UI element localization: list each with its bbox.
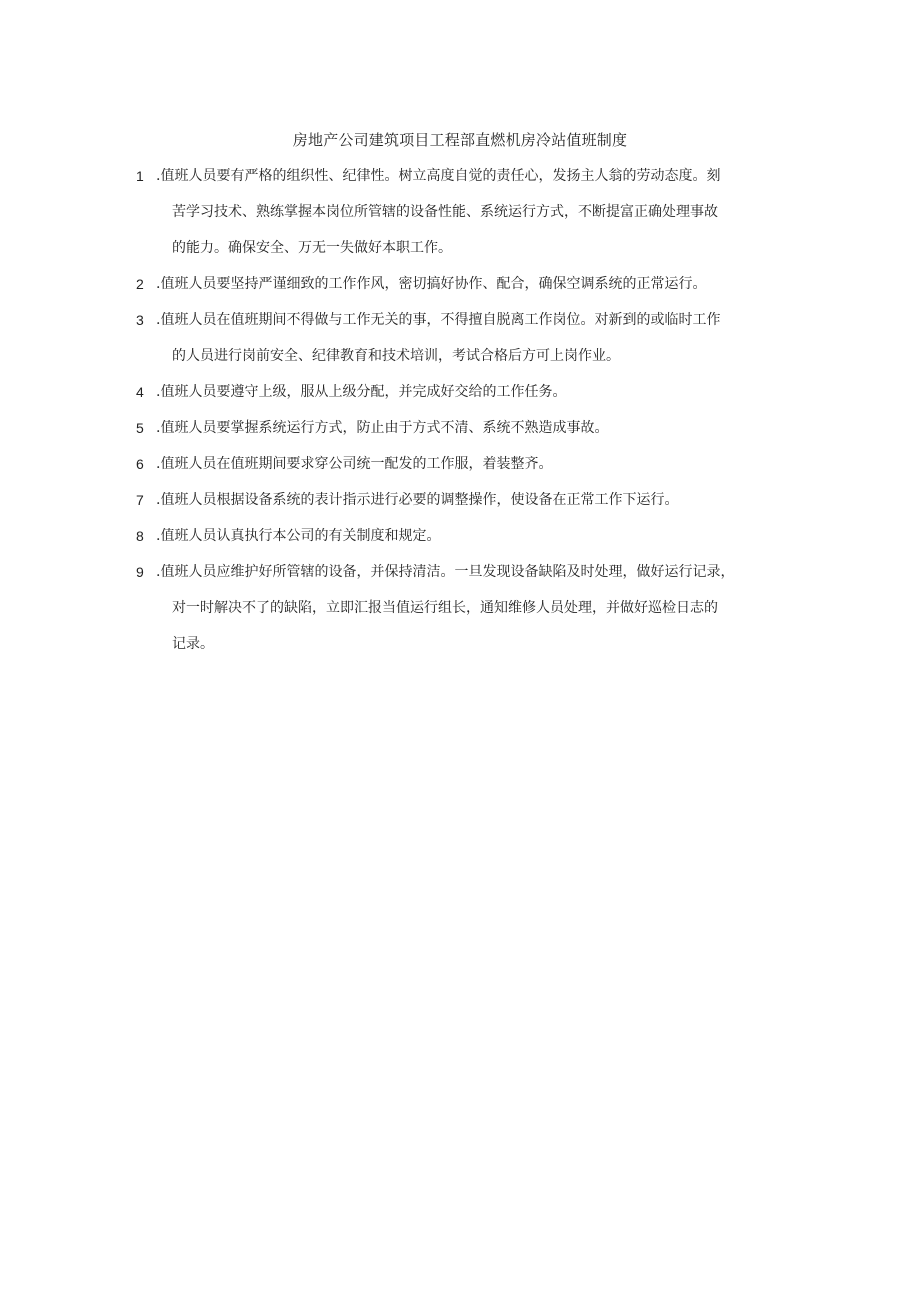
item-text-line: .值班人员要遵守上级，服从上级分配，并完成好交给的工作任务。 (156, 384, 567, 400)
item-number: 3 (136, 312, 144, 328)
list-item (136, 274, 796, 310)
list-item-continuation (136, 186, 796, 274)
item-number: 7 (136, 492, 144, 508)
item-text-line: .值班人员要掌握系统运行方式，防止由于方式不清、系统不熟造成事故。 (156, 420, 609, 436)
item-number: 8 (136, 528, 144, 544)
item-text-line: 的能力。确保安全、万无一失做好本职工作。 (172, 240, 452, 256)
document-title: 房地产公司建筑项目工程部直燃机房冷站值班制度 (292, 131, 628, 149)
item-number: 9 (136, 564, 144, 580)
item-text-line: .值班人员根据设备系统的表计指示进行必要的调整操作，使设备在正常工作下运行。 (156, 492, 679, 508)
list-item (136, 454, 796, 490)
list-item (136, 310, 796, 382)
list-item (136, 382, 796, 418)
item-number: 6 (136, 456, 144, 472)
item-number: 2 (136, 276, 144, 292)
item-number: 4 (136, 384, 144, 400)
item-number: 1 (136, 168, 144, 184)
list-item (136, 418, 796, 454)
item-text-line: .值班人员认真执行本公司的有关制度和规定。 (156, 528, 441, 544)
item-text-line: 苦学习技术、熟练掌握本岗位所管辖的设备性能、系统运行方式，不断提富正确处理事故 (172, 204, 718, 220)
list-item (136, 490, 796, 526)
item-text-line: 对一时解决不了的缺陷，立即汇报当值运行组长，通知维修人员处理，并做好巡检日志的 (172, 600, 718, 616)
item-text-line: .值班人员在值班期间不得做与工作无关的事，不得擅自脱离工作岗位。对新到的或临时工作 (156, 312, 721, 328)
item-text-line: 的人员进行岗前安全、纪律教育和技术培训，考试合格后方可上岗作业。 (172, 348, 620, 364)
item-number: 5 (136, 420, 144, 436)
list-item (136, 562, 796, 654)
item-text-line: .值班人员在值班期间要求穿公司统一配发的工作服，着装整齐。 (156, 456, 553, 472)
rules-list (136, 166, 796, 654)
item-text-line: .值班人员要坚持严谨细致的工作作风，密切搞好协作、配合，确保空调系统的正常运行。 (156, 276, 707, 292)
item-text-line: .值班人员要有严格的组织性、纪律性。树立高度自觉的责任心，发扬主人翁的劳动态度。刻 (156, 168, 721, 184)
item-text-line: .值班人员应维护好所管辖的设备，并保持清洁。一旦发现设备缺陷及时处理，做好运行记录， (156, 564, 735, 580)
item-text-line: 记录。 (172, 636, 214, 652)
list-item (136, 526, 796, 562)
